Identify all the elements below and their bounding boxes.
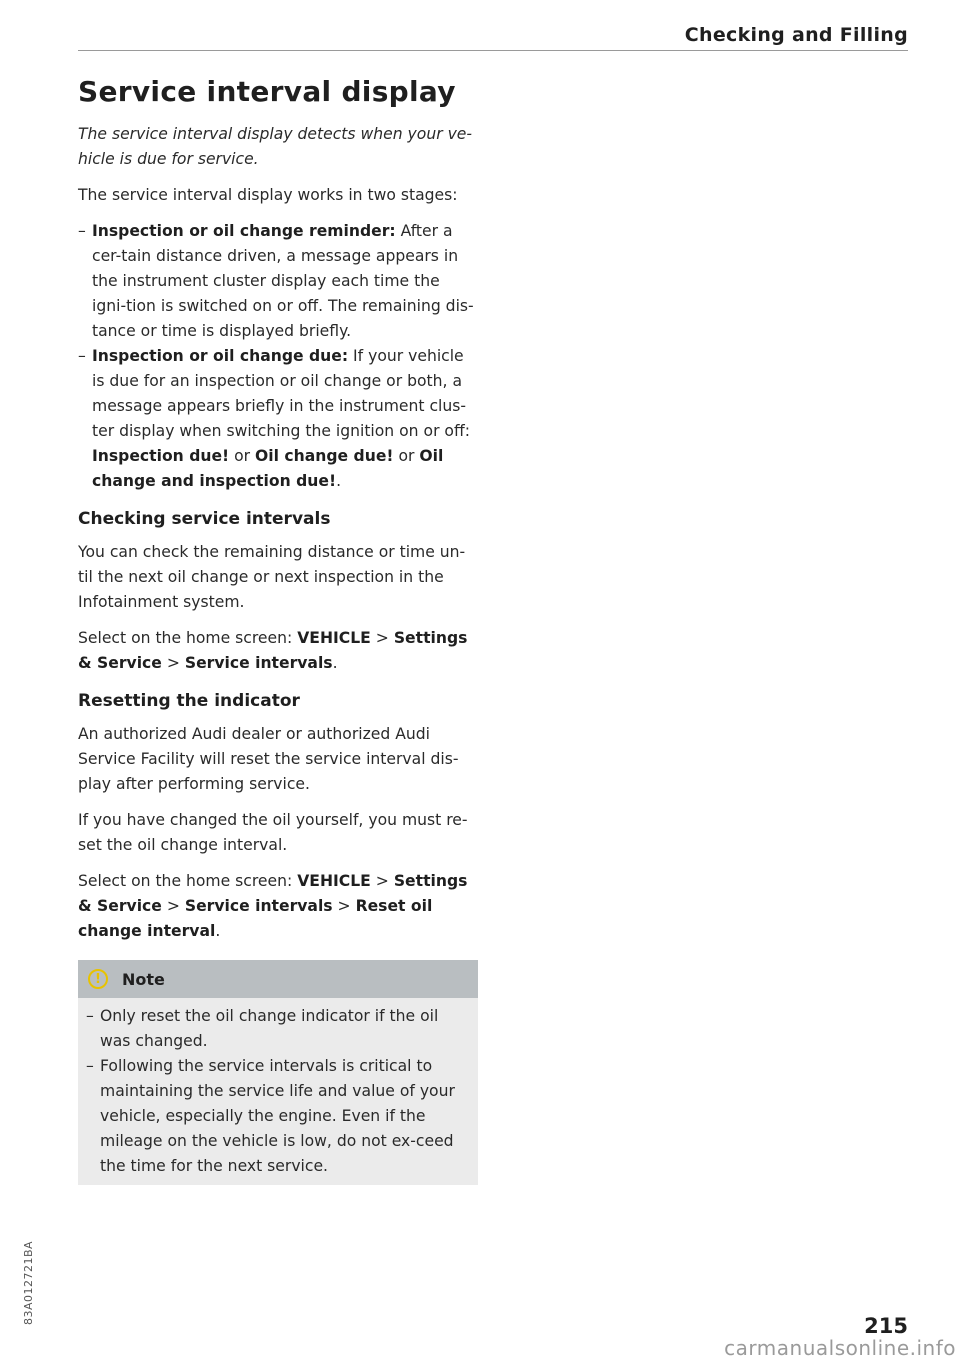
note-box [78,960,478,1185]
note-body [78,998,478,1185]
list-item [78,219,478,344]
exclamation-circle-icon: ! [88,969,108,989]
or-text: or [229,447,256,465]
message-oil-change-due: Oil change due! [255,447,394,465]
path-vehicle: VEHICLE [297,629,371,647]
path-prefix: Select on the home screen: [78,872,298,890]
path-vehicle: VEHICLE [297,872,371,890]
message-inspection-due: Inspection due! [92,447,230,465]
note-header [78,960,478,998]
path-separator: > [332,897,356,915]
section-lead: The service interval display detects when your ve-hicle is due for service. [78,125,473,168]
resetting-path [78,869,478,944]
path-settings: Settings & Service [78,629,468,672]
path-separator: > [161,897,185,915]
header-rule [78,50,908,51]
resetting-body-1: An authorized Audi dealer or authorized Audi Service Facility will reset the service interval dis-play after performing service. [78,725,459,793]
note-title: Note [122,969,165,989]
stage-list [78,219,478,494]
period: . [215,922,221,940]
checking-heading: Checking service intervals [78,509,331,529]
period: . [332,654,338,672]
path-separator: > [370,629,394,647]
stage-text: If your vehicle is due for an inspection or oil change or both, a message appears briefly in the instrument clus-ter display when switching the ignition on or off: [92,347,470,440]
checking-body: You can check the remaining distance or time un-til the next oil change or next inspection in the Infotainment system. [78,543,466,611]
path-settings: Settings & Service [78,872,468,915]
or-text: or [393,447,420,465]
section-intro: The service interval display works in two stages: [78,186,458,204]
note-list [86,1004,464,1179]
resetting-heading: Resetting the indicator [78,691,300,711]
message-both-due: Oil change and inspection due! [92,447,444,490]
page-number: 215 [864,1314,908,1338]
path-reset-oil-change: Reset oil change interval [78,897,433,940]
stage-label: Inspection or oil change due: [92,347,349,365]
list-item: – Only reset the oil change indicator if the oil was changed. [86,1004,464,1054]
checking-path [78,626,478,676]
resetting-body-2: If you have changed the oil yourself, you must re-set the oil change interval. [78,811,468,854]
watermark: carmanualsonline.info [724,1336,956,1360]
period: . [336,472,342,490]
path-prefix: Select on the home screen: [78,629,298,647]
stage-label: Inspection or oil change reminder: [92,222,396,240]
path-service-intervals: Service intervals [184,654,333,672]
stage-text: After a cer-tain distance driven, a message appears in the instrument cluster display each time the igni-tion is switched on or off. The remaining dis-tance or time is displayed briefly. [92,222,474,340]
running-header: Checking and Filling [684,24,908,46]
path-separator: > [370,872,394,890]
document-code: 83A012721BA [22,1240,35,1325]
path-service-intervals: Service intervals [184,897,333,915]
path-separator: > [161,654,185,672]
main-column [78,72,478,1185]
section-title: Service interval display [78,75,456,108]
list-item: – Following the service intervals is critical to maintaining the service life and value of your vehicle, especially the engine. Even if the mileage on the vehicle is low, do not ex-ceed the time for the next service. [86,1054,464,1179]
list-item [78,344,478,494]
